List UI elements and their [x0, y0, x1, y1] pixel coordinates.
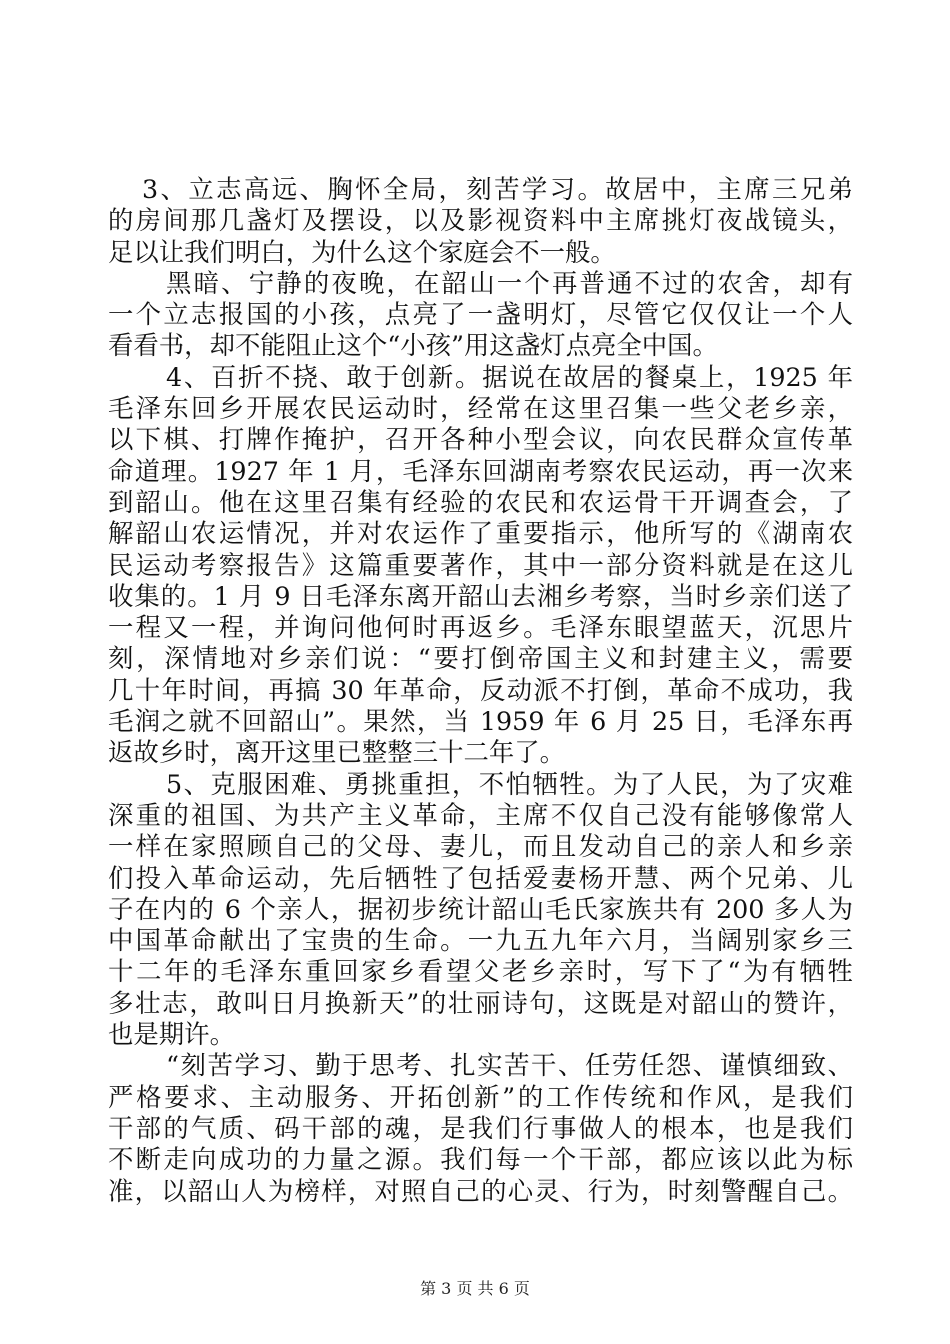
text-line: 5、克服困难、勇挑重担，不怕牺牲。为了人民，为了灾难 [166, 768, 853, 799]
paragraph [108, 362, 853, 769]
page-footer: 第 3 页 共 6 页 [420, 1279, 530, 1298]
text-line: “刻苦学习、勤于思考、扎实苦干、任劳任怨、谨慎细致、 [166, 1050, 853, 1081]
text-line: 收集的。1 月 9 日毛泽东离开韶山去湘乡考察，当时乡亲们送了 [108, 580, 853, 611]
text-line: 黑暗、宁静的夜晚，在韶山一个再普通不过的农舍，却有 [166, 267, 853, 298]
document-body [108, 174, 853, 1207]
text-line: 毛润之就不回韶山”。果然，当 1959 年 6 月 25 日，毛泽东再 [108, 706, 853, 737]
text-line: 民运动考察报告》这篇重要著作，其中一部分资料就是在这儿 [108, 549, 853, 580]
paragraph [108, 174, 853, 268]
text-line: 们投入革命运动，先后牺牲了包括爱妻杨开慧、两个兄弟、儿 [108, 862, 853, 893]
text-line: 解韶山农运情况，并对农运作了重要指示，他所写的《湖南农 [108, 518, 853, 549]
text-line: 十二年的毛泽东重回家乡看望父老乡亲时，写下了“为有牺牲 [108, 956, 853, 987]
text-line: 返故乡时，离开这里已整整三十二年了。 [108, 737, 566, 768]
text-line: 严格要求、主动服务、开拓创新”的工作传统和作风，是我们 [108, 1081, 853, 1112]
text-line: 一个立志报国的小孩，点亮了一盏明灯，尽管它仅仅让一个人 [108, 299, 853, 330]
text-line: 干部的气质、码干部的魂，是我们行事做人的根本，也是我们 [108, 1112, 853, 1143]
text-line: 一样在家照顾自己的父母、妻儿，而且发动自己的亲人和乡亲 [108, 831, 853, 862]
text-line: 的房间那几盏灯及摆设，以及影视资料中主席挑灯夜战镜头， [108, 205, 853, 236]
text-line: 几十年时间，再搞 30 年革命，反动派不打倒，革命不成功，我 [108, 674, 853, 705]
text-line: 到韶山。他在这里召集有经验的农民和农运骨干开调查会，了 [108, 486, 853, 517]
text-line: 一程又一程，并询问他何时再返乡。毛泽东眼望蓝天，沉思片 [108, 612, 853, 643]
paragraph [108, 1050, 853, 1206]
text-line: 不断走向成功的力量之源。我们每一个干部，都应该以此为标 [108, 1144, 853, 1175]
text-line: 4、百折不挠、敢于创新。据说在故居的餐桌上，1925 年 [166, 361, 853, 392]
text-line: 毛泽东回乡开展农民运动时，经常在这里召集一些父老乡亲， [108, 393, 853, 424]
paragraph [108, 268, 853, 362]
text-line: 看看书，却不能阻止这个“小孩”用这盏灯点亮全中国。 [108, 330, 718, 361]
paragraph [108, 769, 853, 1051]
text-line: 3、立志高远、胸怀全局，刻苦学习。故居中，主席三兄弟 [142, 174, 853, 204]
text-line: 以下棋、打牌作掩护，召开各种小型会议，向农民群众宣传革 [108, 424, 853, 455]
text-line: 多壮志，敢叫日月换新天”的壮丽诗句，这既是对韶山的赞许， [108, 987, 853, 1018]
text-line: 命道理。1927 年 1 月，毛泽东回湖南考察农民运动，再一次来 [108, 455, 853, 486]
text-line: 准，以韶山人为榜样，对照自己的心灵、行为，时刻警醒自己。 [108, 1175, 853, 1206]
text-line: 刻，深情地对乡亲们说：“要打倒帝国主义和封建主义，需要 [108, 643, 853, 674]
text-line: 中国革命献出了宝贵的生命。一九五九年六月，当阔别家乡三 [108, 925, 853, 956]
text-line: 深重的祖国、为共产主义革命，主席不仅自己没有能够像常人 [108, 799, 853, 830]
text-line: 子在内的 6 个亲人，据初步统计韶山毛氏家族共有 200 多人为 [108, 893, 853, 924]
text-line: 也是期许。 [108, 1019, 235, 1050]
text-line: 足以让我们明白，为什么这个家庭会不一般。 [108, 236, 616, 267]
